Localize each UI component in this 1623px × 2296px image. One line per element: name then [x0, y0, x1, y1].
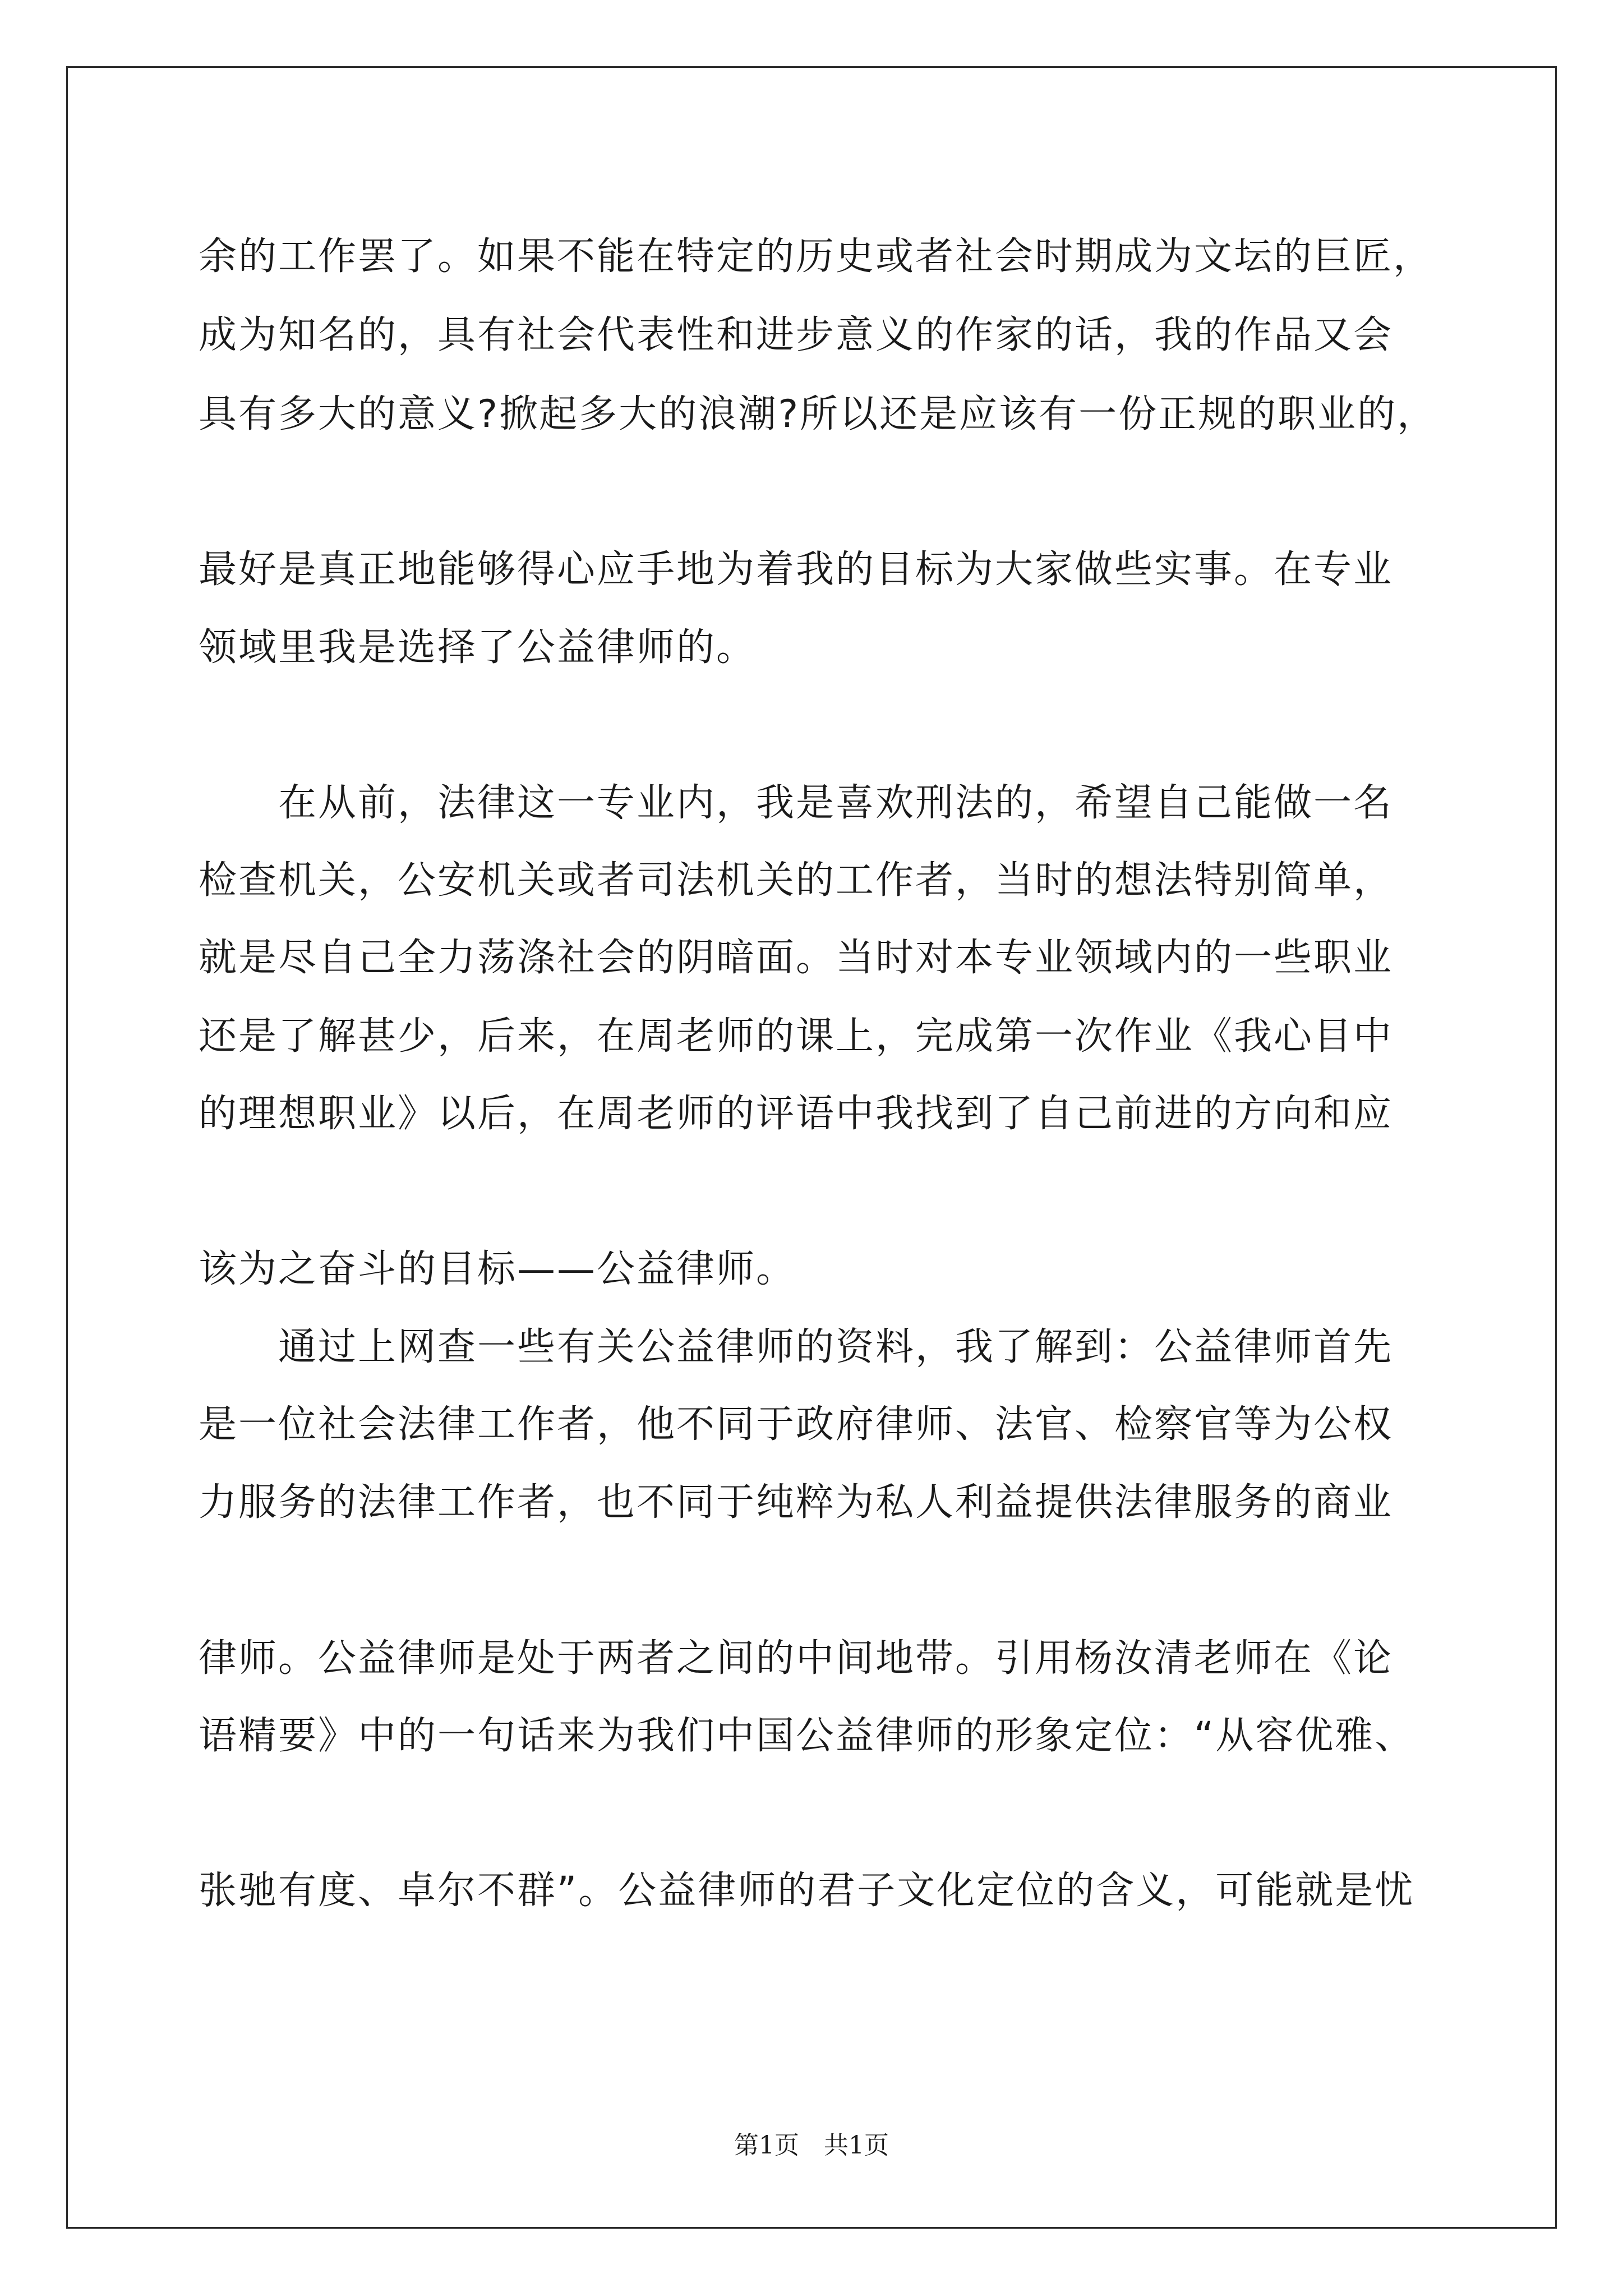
- text-line-2: 成为知名的，具有社会代表性和进步意义的作家的话，我的作品又会: [199, 313, 1394, 357]
- text-line-14: 力服务的法律工作者，也不同于纯粹为私人利益提供法律服务的商业: [199, 1480, 1394, 1525]
- text-line-8: 就是尽自己全力荡涤社会的阴暗面。当时对本专业领域内的一些职业: [199, 936, 1394, 980]
- text-line-7: 检查机关，公安机关或者司法机关的工作者，当时的想法特别简单，: [199, 858, 1394, 903]
- text-line-17: 张驰有度、卓尔不群”。公益律师的君子文化定位的含义，可能就是忧: [199, 1869, 1415, 1913]
- text-line-11: 该为之奋斗的目标——公益律师。: [199, 1247, 796, 1291]
- text-line-5: 领域里我是选择了公益律师的。: [199, 625, 757, 670]
- text-line-13: 是一位社会法律工作者，他不同于政府律师、法官、检察官等为公权: [199, 1402, 1394, 1447]
- page-footer: 第1页 共1页: [734, 2131, 889, 2160]
- text-line-1: 余的工作罢了。如果不能在特定的历史或者社会时期成为文坛的巨匠，: [199, 234, 1433, 279]
- text-line-16: 语精要》中的一句话来为我们中国公益律师的形象定位：“从容优雅、: [199, 1714, 1415, 1758]
- text-line-3: 具有多大的意义?掀起多大的浪潮?所以还是应该有一份正规的职业的，: [199, 392, 1437, 436]
- text-line-9: 还是了解甚少，后来，在周老师的课上，完成第一次作业《我心目中: [199, 1014, 1394, 1059]
- text-line-15: 律师。公益律师是处于两者之间的中间地带。引用杨汝清老师在《论: [199, 1636, 1394, 1681]
- text-line-10: 的理想职业》以后，在周老师的评语中我找到了自己前进的方向和应: [199, 1092, 1394, 1136]
- text-line-12: 通过上网查一些有关公益律师的资料，我了解到：公益律师首先: [199, 1325, 1394, 1369]
- text-line-6: 在从前，法律这一专业内，我是喜欢刑法的，希望自己能做一名: [199, 781, 1394, 825]
- text-line-4: 最好是真正地能够得心应手地为着我的目标为大家做些实事。在专业: [199, 547, 1394, 592]
